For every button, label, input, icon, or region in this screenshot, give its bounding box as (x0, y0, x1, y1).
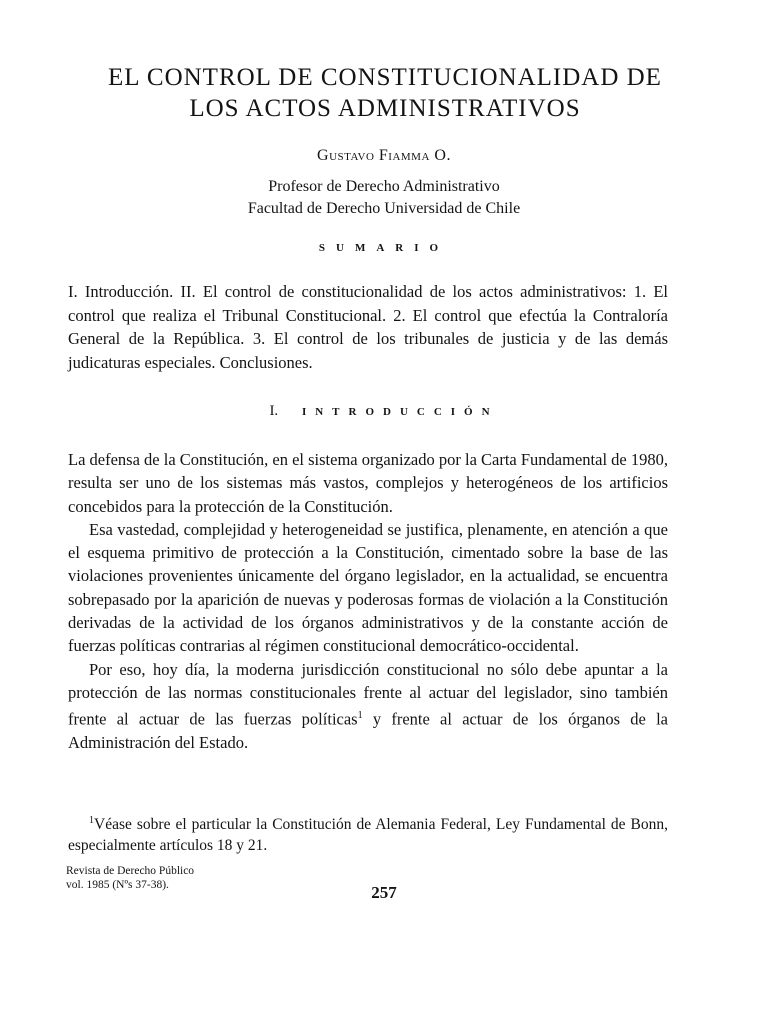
title-line-1: EL CONTROL DE CONSTITUCIONALIDAD DE (108, 64, 662, 91)
author-affiliation (0, 176, 768, 220)
affiliation-line-1: Profesor de Derecho Administrativo (268, 178, 500, 195)
section-number: I. (269, 403, 279, 419)
paragraph-3 (68, 658, 668, 755)
paragraph-1: La defensa de la Constitución, en el sistema organizado por la Carta Fundamental de 1980, resulta ser uno de los sistemas más vastos, complejos y heterogéneos de los artificios concebidos para la protección de la Constitución. (68, 450, 668, 516)
section-title: INTRODUCCIÓN (301, 406, 499, 418)
author-name: Gustavo Fiamma O. (317, 147, 451, 164)
paragraph-3-part-1: Por eso, hoy día, la moderna jurisdicción constitucional no sólo debe apuntar a la protección de las normas constitucionales frente al actuar del legislador, sino también frente al actuar de las fuerzas políticas (68, 659, 668, 729)
affiliation-line-2: Facultad de Derecho Universidad de Chile (247, 200, 521, 217)
sumario-text: I. Introducción. II. El control de constitucionalidad de los actos administrativos: 1. El control que realiza el Tribunal Constitucional. 2. El control que efectúa la Contraloría General de la República. 3. El control de los tribunales de justicia y de las demás judicaturas especiales. Conclusiones. (68, 282, 668, 372)
footnote-text: Véase sobre el particular la Constitución de Alemania Federal, Ley Fundamental de Bonn, especialmente artículos 18 y 21. (68, 816, 668, 855)
journal-line-1: Revista de Derecho Público (66, 865, 195, 877)
article-title (60, 62, 710, 124)
title-line-2: LOS ACTOS ADMINISTRATIVOS (189, 95, 581, 122)
journal-line-2: vol. 1985 (Nºs 37-38). (66, 879, 169, 891)
paragraph-2: Esa vastedad, complejidad y heterogeneidad se justifica, plenamente, en atención a que el esquema primitivo de protección a la Constitución, cimentado sobre la base de las violaciones provenientes únicamente del órgano legislador, en la actualidad, se encuentra sobrepasado por la aparición de nuevas y poderosas formas de violación a la Constitución derivadas de la actividad de los órganos administrativos y de la constante acción de fuerzas políticas contrarias al régimen constitucional democrático-occidental. (68, 519, 668, 656)
sumario-heading: SUMARIO (318, 242, 450, 254)
page-number: 257 (371, 883, 397, 902)
footnote-marker: 1 (89, 815, 94, 826)
body-text (68, 448, 668, 754)
section-heading (0, 403, 768, 420)
footnote (68, 810, 668, 856)
paragraph-3-part-2: y frente al actuar de los órganos de la Administración del Estado. (68, 709, 668, 753)
footnote-reference: 1 (357, 710, 363, 722)
